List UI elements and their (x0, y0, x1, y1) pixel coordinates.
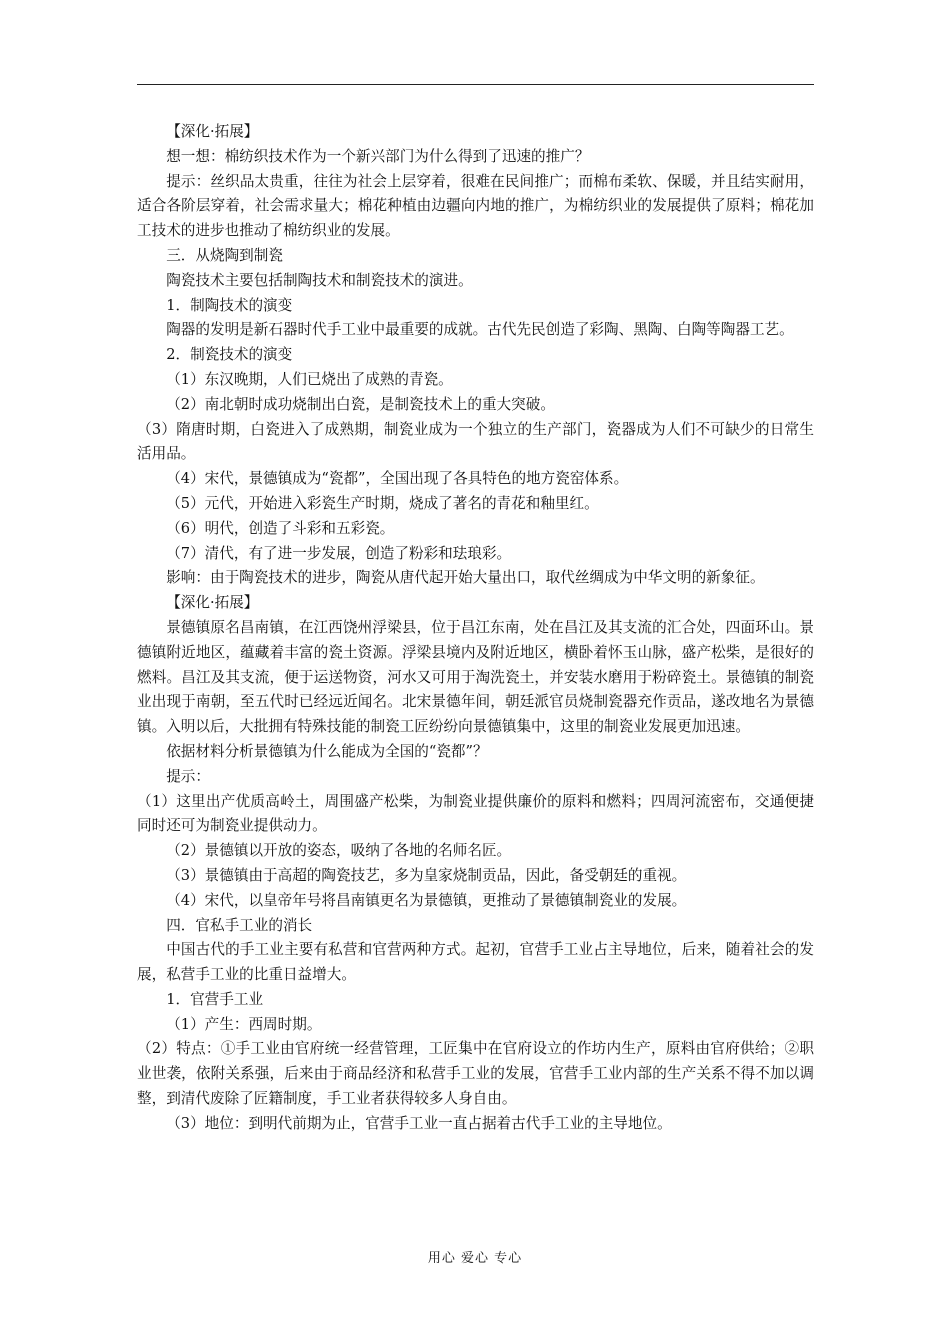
list-item: （2）特点：①手工业由官府统一经营管理，工匠集中在官府设立的作坊内生产，原料由官府供给；②职业世袭，依附关系强，后来由于商品经济和私营手工业的发展，官营手工业内部的生产关系不得不加以调整，到清代废除了匠籍制度，手工业者获得较多人身自由。 (137, 1040, 814, 1108)
list-item: （3）景德镇由于高超的陶瓷技艺，多为皇家烧制贡品，因此，备受朝廷的重视。 (166, 866, 687, 884)
list-item: （5）元代，开始进入彩瓷生产时期，烧成了著名的青花和釉里红。 (166, 494, 599, 512)
list-item: （3）隋唐时期，白瓷进入了成熟期，制瓷业成为一个独立的生产部门，瓷器成为人们不可缺少的日常生活用品。 (137, 420, 814, 463)
list-item: （7）清代，有了进一步发展，创造了粉彩和珐琅彩。 (166, 544, 512, 562)
header-rule (137, 84, 814, 85)
subheading: 1．制陶技术的演变 (166, 296, 293, 314)
subheading: 2．制瓷技术的演变 (166, 346, 293, 364)
section-heading: 四．官私手工业的消长 (166, 916, 313, 934)
list-item: （4）宋代，以皇帝年号将昌南镇更名为景德镇，更推动了景德镇制瓷业的发展。 (166, 891, 687, 909)
document-body (137, 120, 814, 1137)
list-item: （3）地位：到明代前期为止，官营手工业一直占据着古代手工业的主导地位。 (166, 1114, 672, 1132)
question: 依据材料分析景德镇为什么能成为全国的“瓷都”？ (166, 742, 488, 760)
list-item: （6）明代，创造了斗彩和五彩瓷。 (166, 519, 395, 537)
section-heading: 三．从烧陶到制瓷 (166, 246, 283, 264)
list-item: （1）产生：西周时期。 (166, 1015, 322, 1033)
list-item: （2）景德镇以开放的姿态，吸纳了各地的名师名匠。 (166, 842, 512, 860)
paragraph: 影响：由于陶瓷技术的进步，陶瓷从唐代起开始大量出口，取代丝绸成为中华文明的新象征。 (166, 569, 765, 587)
paragraph: 陶瓷技术主要包括制陶技术和制瓷技术的演进。 (166, 271, 473, 289)
section-label: 【深化·拓展】 (166, 123, 259, 140)
list-item: （2）南北朝时成功烧制出白瓷，是制瓷技术上的重大突破。 (166, 395, 555, 413)
paragraph: 中国古代的手工业主要有私营和官营两种方式。起初，官营手工业占主导地位，后来，随着社会的发展，私营手工业的比重日益增大。 (137, 941, 814, 984)
paragraph: 陶器的发明是新石器时代手工业中最重要的成就。古代先民创造了彩陶、黑陶、白陶等陶器工艺。 (166, 321, 794, 339)
question: 想一想：棉纺织技术作为一个新兴部门为什么得到了迅速的推广？ (166, 147, 590, 165)
list-item: （4）宋代，景德镇成为“瓷都”，全国出现了各具特色的地方瓷窑体系。 (166, 470, 629, 488)
hint-label: 提示： (166, 767, 210, 785)
list-item: （1）东汉晚期，人们已烧出了成熟的青瓷。 (166, 370, 453, 388)
subheading: 1．官营手工业 (166, 990, 264, 1008)
hint-paragraph: 提示：丝织品太贵重，往往为社会上层穿着，很难在民间推广；而棉布柔软、保暖，并且结实耐用，适合各阶层穿着，社会需求量大；棉花种植由边疆向内地的推广，为棉纺织业的发展提供了原料；棉花加工技术的进步也推动了棉纺织业的发展。 (137, 172, 814, 240)
material-paragraph: 景德镇原名昌南镇，在江西饶州浮梁县，位于昌江东南，处在昌江及其支流的汇合处，四面环山。景德镇附近地区，蕴藏着丰富的瓷土资源。浮梁县境内及附近地区，横卧着怀玉山脉，盛产松柴，是很好的燃料。昌江及其支流，便于运送物资，河水又可用于淘洗瓷土，并安装水磨用于粉碎瓷土。景德镇的制瓷业出现于南朝，至五代时已经远近闻名。北宋景德年间，朝廷派官员烧制瓷器充作贡品，遂改地名为景德镇。入明以后，大批拥有特殊技能的制瓷工匠纷纷向景德镇集中，这里的制瓷业发展更加迅速。 (137, 618, 814, 736)
section-label: 【深化·拓展】 (166, 594, 259, 612)
list-item: （1）这里出产优质高岭土，周围盛产松柴，为制瓷业提供廉价的原料和燃料；四周河流密布，交通便捷同时还可为制瓷业提供动力。 (137, 792, 814, 835)
page-footer: 用心 爱心 专心 (427, 1251, 523, 1266)
